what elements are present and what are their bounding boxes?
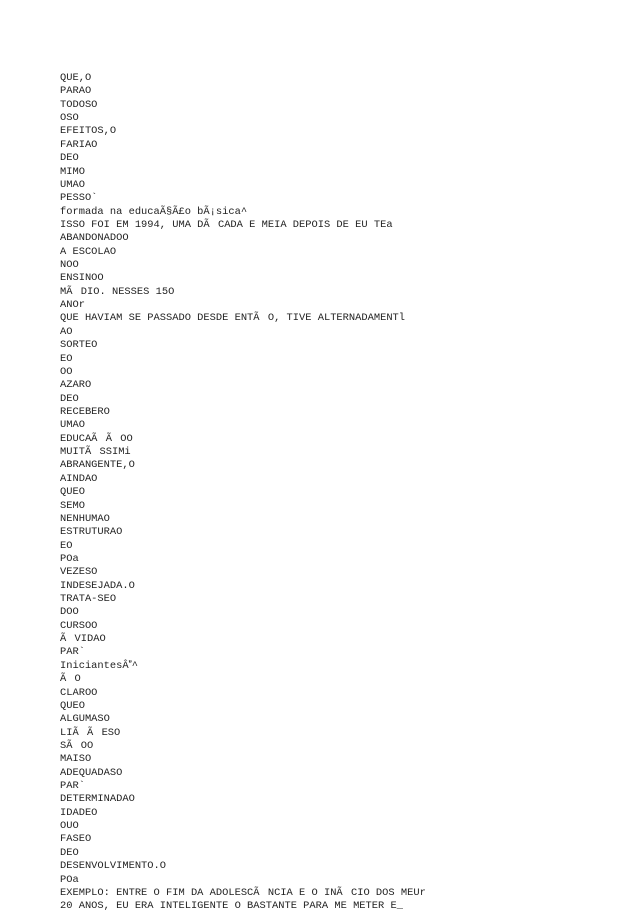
text-line: OSO [60,112,79,125]
text-line: A ESCOLAO [60,245,117,258]
text-line: LIÃÃESO [60,726,121,739]
text-line: ESTRUTURAO [60,526,123,539]
text-line: EFEITOS,O [60,125,117,138]
text-line: MUITÃSSIMi [60,446,131,459]
text-line: PARAO [60,85,92,98]
text-line: FARIAO [60,138,98,151]
text-line: DESENVOLVIMENTO.O [60,860,167,873]
text-line: CURSOO [60,619,98,632]
text-line: ADEQUADASO [60,766,123,779]
text-line: SEMO [60,499,85,512]
text-line: VEZESO [60,566,98,579]
text-line: NENHUMAO [60,512,110,525]
text-line: PAR` [60,646,85,659]
text-line: DEO [60,152,79,165]
text-line: MIMO [60,165,85,178]
text-line: IniciantesÂ^ [60,659,138,672]
text-line: POa [60,873,79,886]
text-line: EXEMPLO: ENTRE O FIM DA ADOLESCÃNCIA E O INÃCIO DOS MEUr [60,886,426,899]
text-line: ALGUMASO [60,713,110,726]
text-line: EO [60,352,73,365]
text-line: DETERMINADAO [60,793,135,806]
text-line: TRATA-SEO [60,593,117,606]
text-line: RECEBERO [60,405,110,418]
text-line: QUEO [60,486,85,499]
text-line: CLAROO [60,686,98,699]
text-line: AINDAO [60,472,98,485]
text-line: DEO [60,846,79,859]
text-line: ÃVIDAO [60,633,106,646]
text-line: MÃDIO. NESSES 15O [60,285,175,298]
text-line: ANOr [60,299,85,312]
text-line: INDESEJADA.O [60,579,135,592]
text-line: IDADEO [60,806,98,819]
text-line: 20 ANOS, EU ERA INTELIGENTE O BASTANTE PARA ME METER E_ [60,900,403,913]
text-line: DEO [60,392,79,405]
text-line: QUE,O [60,72,92,84]
text-line: SÃOO [60,739,94,752]
text-line: DOO [60,606,79,619]
text-line: UMAO [60,419,85,432]
text-line: formada na educaÃ§Ã£o bÃ¡sica^ [60,205,248,218]
text-line: TODOSO [60,98,98,111]
text-line: POa [60,552,79,565]
text-line: EDUCAÃÃOO [60,432,133,445]
text-line: ABRANGENTE,O [60,459,135,472]
text-line: MAISO [60,753,92,766]
text-line: NOO [60,259,79,272]
text-line: EO [60,539,73,552]
text-line: AZARO [60,379,92,392]
text-line: SORTEO [60,339,98,352]
text-line: FASEO [60,833,92,846]
text-line: OUO [60,820,79,833]
text-line: OO [60,365,73,378]
text-line: AO [60,325,73,338]
text-line: ENSINOO [60,272,104,285]
text-line: PESSO` [60,192,98,205]
text-line: UMAO [60,178,85,191]
text-line: ABANDONADOO [60,232,129,245]
text-line: ISSO FOI EM 1994, UMA DÃCADA E MEIA DEPOIS DE EU TEa [60,218,393,231]
text-line: ÃO [60,673,81,686]
text-line: QUE HAVIAM SE PASSADO DESDE ENTÃO, TIVE ALTERNADAMENTl [60,312,406,325]
document-text-block [60,72,426,914]
text-line: QUEO [60,699,85,712]
text-line: PAR` [60,780,85,793]
